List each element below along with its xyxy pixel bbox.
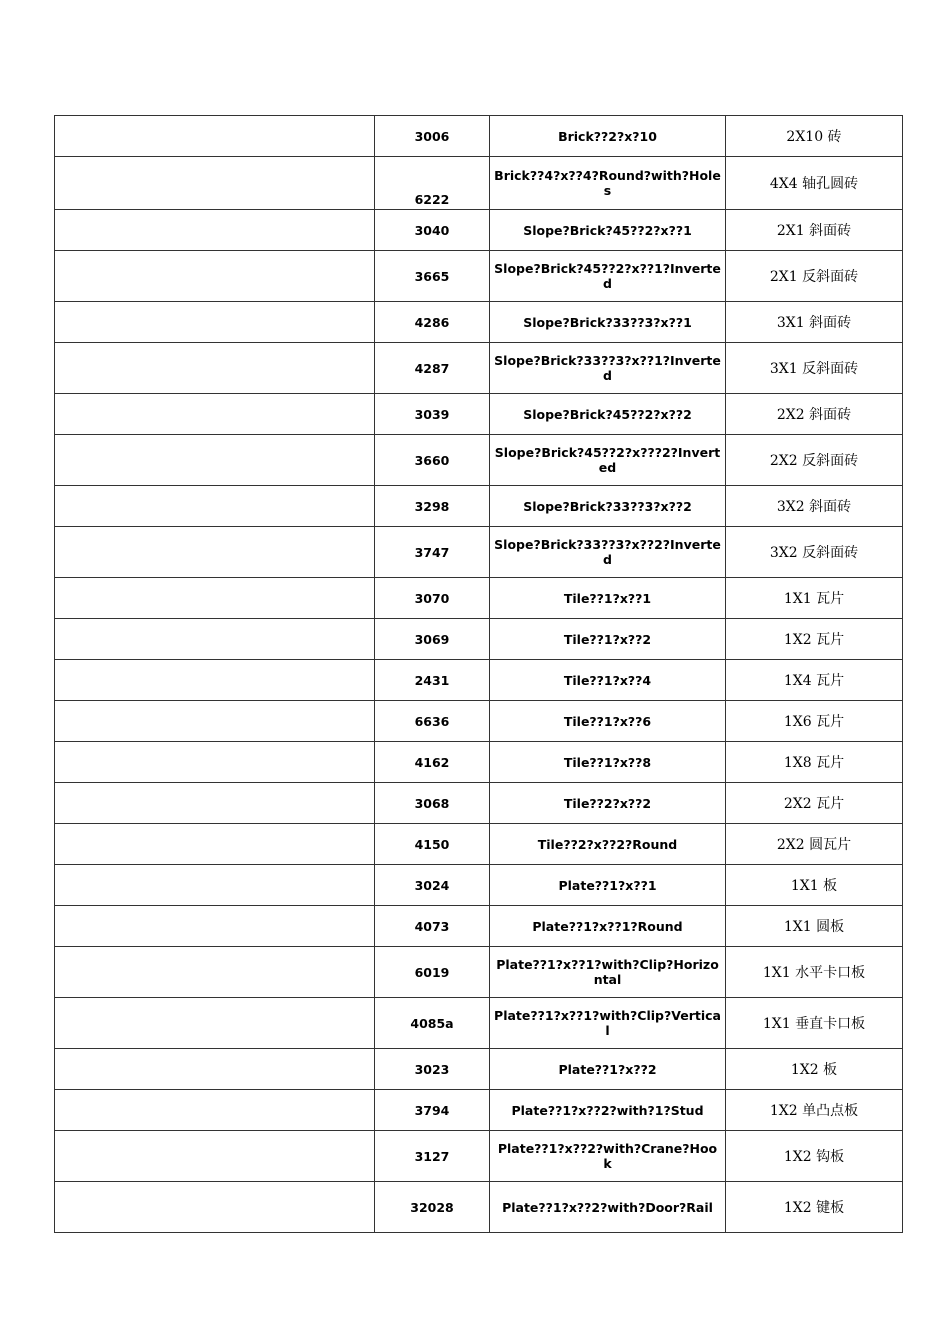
parts-table-body [55, 116, 903, 1233]
part-name: Tile??1?x??6 [490, 701, 726, 742]
table-row [55, 1131, 903, 1182]
part-name-chinese: 1X1 垂直卡口板 [726, 998, 903, 1049]
table-row [55, 116, 903, 157]
part-name: Tile??1?x??1 [490, 578, 726, 619]
part-image-cell [55, 157, 375, 210]
part-image-cell [55, 394, 375, 435]
part-number: 6636 [375, 701, 490, 742]
part-name: Tile??2?x??2?Round [490, 824, 726, 865]
part-number: 6019 [375, 947, 490, 998]
part-name-chinese: 3X2 反斜面砖 [726, 527, 903, 578]
table-row [55, 1182, 903, 1233]
part-name-chinese: 1X1 瓦片 [726, 578, 903, 619]
part-name-chinese: 2X2 反斜面砖 [726, 435, 903, 486]
part-image-cell [55, 343, 375, 394]
part-name: Slope?Brick?33??3?x??2 [490, 486, 726, 527]
parts-table [54, 115, 903, 1233]
part-number: 3006 [375, 116, 490, 157]
part-name: Brick??4?x??4?Round?with?Holes [490, 157, 726, 210]
part-name: Tile??2?x??2 [490, 783, 726, 824]
part-image-cell [55, 578, 375, 619]
part-name: Plate??1?x??1?with?Clip?Horizontal [490, 947, 726, 998]
part-name-chinese: 1X2 单凸点板 [726, 1090, 903, 1131]
part-name-chinese: 1X2 键板 [726, 1182, 903, 1233]
part-name-chinese: 3X1 斜面砖 [726, 302, 903, 343]
part-name-chinese: 2X2 斜面砖 [726, 394, 903, 435]
part-name: Slope?Brick?45??2?x??1 [490, 210, 726, 251]
part-number: 3069 [375, 619, 490, 660]
part-name-chinese: 1X8 瓦片 [726, 742, 903, 783]
part-name: Plate??1?x??2?with?Crane?Hook [490, 1131, 726, 1182]
table-row [55, 394, 903, 435]
part-image-cell [55, 486, 375, 527]
part-name-chinese: 4X4 轴孔圆砖 [726, 157, 903, 210]
part-number: 32028 [375, 1182, 490, 1233]
part-image-cell [55, 210, 375, 251]
part-number: 3039 [375, 394, 490, 435]
part-name: Slope?Brick?45??2?x???2?Inverted [490, 435, 726, 486]
part-name: Plate??1?x??2?with?Door?Rail [490, 1182, 726, 1233]
part-image-cell [55, 435, 375, 486]
part-number: 6222 [375, 157, 490, 210]
part-image-cell [55, 619, 375, 660]
part-name-chinese: 2X1 反斜面砖 [726, 251, 903, 302]
part-image-cell [55, 1131, 375, 1182]
part-name: Plate??1?x??2 [490, 1049, 726, 1090]
table-row [55, 435, 903, 486]
part-name-chinese: 1X2 钩板 [726, 1131, 903, 1182]
part-image-cell [55, 660, 375, 701]
part-name-chinese: 1X1 板 [726, 865, 903, 906]
part-image-cell [55, 701, 375, 742]
part-name: Slope?Brick?33??3?x??1 [490, 302, 726, 343]
part-name: Slope?Brick?45??2?x??2 [490, 394, 726, 435]
part-image-cell [55, 302, 375, 343]
part-name-chinese: 1X2 板 [726, 1049, 903, 1090]
part-number: 3660 [375, 435, 490, 486]
table-row [55, 251, 903, 302]
part-number: 4150 [375, 824, 490, 865]
part-image-cell [55, 1049, 375, 1090]
part-name: Plate??1?x??1 [490, 865, 726, 906]
table-row [55, 865, 903, 906]
part-number: 3794 [375, 1090, 490, 1131]
table-row [55, 947, 903, 998]
part-image-cell [55, 783, 375, 824]
part-image-cell [55, 824, 375, 865]
part-number: 3747 [375, 527, 490, 578]
part-name-chinese: 3X2 斜面砖 [726, 486, 903, 527]
part-name: Tile??1?x??4 [490, 660, 726, 701]
part-image-cell [55, 947, 375, 998]
table-row [55, 302, 903, 343]
table-row [55, 998, 903, 1049]
table-row [55, 906, 903, 947]
part-number: 3068 [375, 783, 490, 824]
part-image-cell [55, 1090, 375, 1131]
part-number: 2431 [375, 660, 490, 701]
part-name-chinese: 3X1 反斜面砖 [726, 343, 903, 394]
table-row [55, 619, 903, 660]
part-image-cell [55, 742, 375, 783]
table-row [55, 824, 903, 865]
part-number: 4085a [375, 998, 490, 1049]
part-number: 3070 [375, 578, 490, 619]
part-number: 3023 [375, 1049, 490, 1090]
table-row [55, 578, 903, 619]
part-image-cell [55, 527, 375, 578]
part-name: Slope?Brick?45??2?x??1?Inverted [490, 251, 726, 302]
part-number: 3024 [375, 865, 490, 906]
part-name: Slope?Brick?33??3?x??1?Inverted [490, 343, 726, 394]
part-image-cell [55, 1182, 375, 1233]
part-number: 3127 [375, 1131, 490, 1182]
part-name: Slope?Brick?33??3?x??2?Inverted [490, 527, 726, 578]
part-name-chinese: 2X2 瓦片 [726, 783, 903, 824]
part-name: Plate??1?x??2?with?1?Stud [490, 1090, 726, 1131]
part-name-chinese: 1X1 圆板 [726, 906, 903, 947]
part-number: 4287 [375, 343, 490, 394]
part-name: Brick??2?x?10 [490, 116, 726, 157]
part-image-cell [55, 998, 375, 1049]
part-name: Tile??1?x??2 [490, 619, 726, 660]
part-name-chinese: 1X2 瓦片 [726, 619, 903, 660]
table-row [55, 527, 903, 578]
part-image-cell [55, 865, 375, 906]
part-name: Plate??1?x??1?Round [490, 906, 726, 947]
table-row [55, 783, 903, 824]
part-number: 3298 [375, 486, 490, 527]
part-name: Tile??1?x??8 [490, 742, 726, 783]
table-row [55, 343, 903, 394]
table-row [55, 1090, 903, 1131]
table-row [55, 660, 903, 701]
part-number: 3665 [375, 251, 490, 302]
table-row [55, 701, 903, 742]
part-name-chinese: 2X1 斜面砖 [726, 210, 903, 251]
part-number: 4286 [375, 302, 490, 343]
part-image-cell [55, 116, 375, 157]
part-name-chinese: 1X1 水平卡口板 [726, 947, 903, 998]
table-row [55, 486, 903, 527]
part-image-cell [55, 906, 375, 947]
part-number: 4073 [375, 906, 490, 947]
table-row [55, 742, 903, 783]
part-name-chinese: 1X6 瓦片 [726, 701, 903, 742]
part-name-chinese: 2X2 圆瓦片 [726, 824, 903, 865]
table-row [55, 1049, 903, 1090]
part-image-cell [55, 251, 375, 302]
table-row [55, 157, 903, 210]
part-name: Plate??1?x??1?with?Clip?Vertical [490, 998, 726, 1049]
part-name-chinese: 1X4 瓦片 [726, 660, 903, 701]
part-number: 3040 [375, 210, 490, 251]
part-name-chinese: 2X10 砖 [726, 116, 903, 157]
table-row [55, 210, 903, 251]
part-number: 4162 [375, 742, 490, 783]
